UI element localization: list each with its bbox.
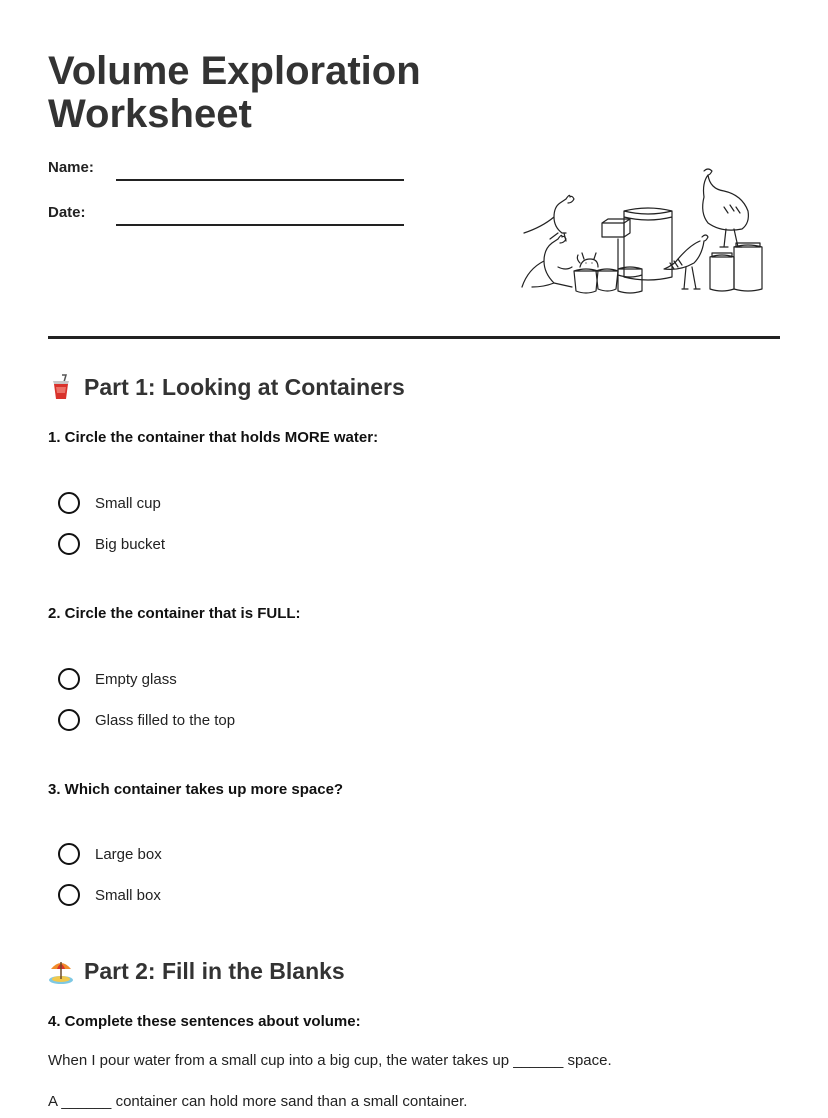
small-cups-icon	[574, 269, 618, 293]
kangaroo-upper-icon	[524, 195, 574, 241]
question-2: 2. Circle the container that is FULL:	[48, 605, 301, 622]
fill-blank-sentence-1[interactable]: When I pour water from a small cup into a big cup, the water takes up ______ space.	[48, 1052, 612, 1069]
worksheet-title	[48, 50, 448, 136]
section-divider	[48, 336, 780, 339]
emu-tall-icon	[703, 169, 749, 247]
option-label: Big bucket	[95, 535, 166, 553]
part1-heading	[48, 373, 405, 401]
option-large-box[interactable]	[58, 842, 162, 866]
small-animal-icon	[577, 253, 598, 267]
question-3: 3. Which container takes up more space?	[48, 781, 344, 798]
radio-circle[interactable]	[58, 884, 80, 906]
date-field[interactable]	[48, 204, 408, 228]
part1-heading-text: Part 1: Looking at Containers	[84, 373, 405, 400]
beach-umbrella-icon	[48, 957, 74, 985]
option-label: Small cup	[95, 494, 161, 512]
jars-right-icon	[710, 243, 762, 291]
date-line[interactable]	[116, 224, 404, 226]
radio-circle[interactable]	[58, 533, 80, 555]
cup-with-straw-icon	[48, 373, 74, 401]
date-label: Date:	[48, 204, 86, 221]
question-1: 1. Circle the container that holds MORE water:	[48, 429, 379, 446]
part2-heading	[48, 957, 345, 985]
emu-small-icon	[664, 235, 708, 289]
name-line[interactable]	[116, 179, 404, 181]
radio-circle[interactable]	[58, 668, 80, 690]
part2-heading-text: Part 2: Fill in the Blanks	[84, 957, 345, 984]
radio-circle[interactable]	[58, 492, 80, 514]
animals-and-containers-illustration	[514, 163, 770, 297]
option-label: Glass filled to the top	[95, 711, 236, 729]
title-line-1: Volume Exploration	[48, 49, 421, 93]
fill-blank-sentence-2[interactable]: A ______ container can hold more sand than a small container.	[48, 1093, 468, 1110]
kangaroo-lower-icon	[522, 235, 572, 287]
option-big-bucket[interactable]	[58, 532, 165, 556]
title-line-2: Worksheet	[48, 92, 252, 136]
option-glass-filled[interactable]	[58, 708, 235, 732]
option-empty-glass[interactable]	[58, 667, 177, 691]
box-icon	[602, 219, 630, 273]
radio-circle[interactable]	[58, 709, 80, 731]
option-small-cup[interactable]	[58, 491, 161, 515]
radio-circle[interactable]	[58, 843, 80, 865]
question-4: 4. Complete these sentences about volume:	[48, 1013, 361, 1030]
option-small-box[interactable]	[58, 883, 161, 907]
option-label: Empty glass	[95, 670, 177, 688]
name-label: Name:	[48, 159, 94, 176]
option-label: Large box	[95, 845, 162, 863]
name-field[interactable]	[48, 159, 408, 183]
option-label: Small box	[95, 886, 161, 904]
